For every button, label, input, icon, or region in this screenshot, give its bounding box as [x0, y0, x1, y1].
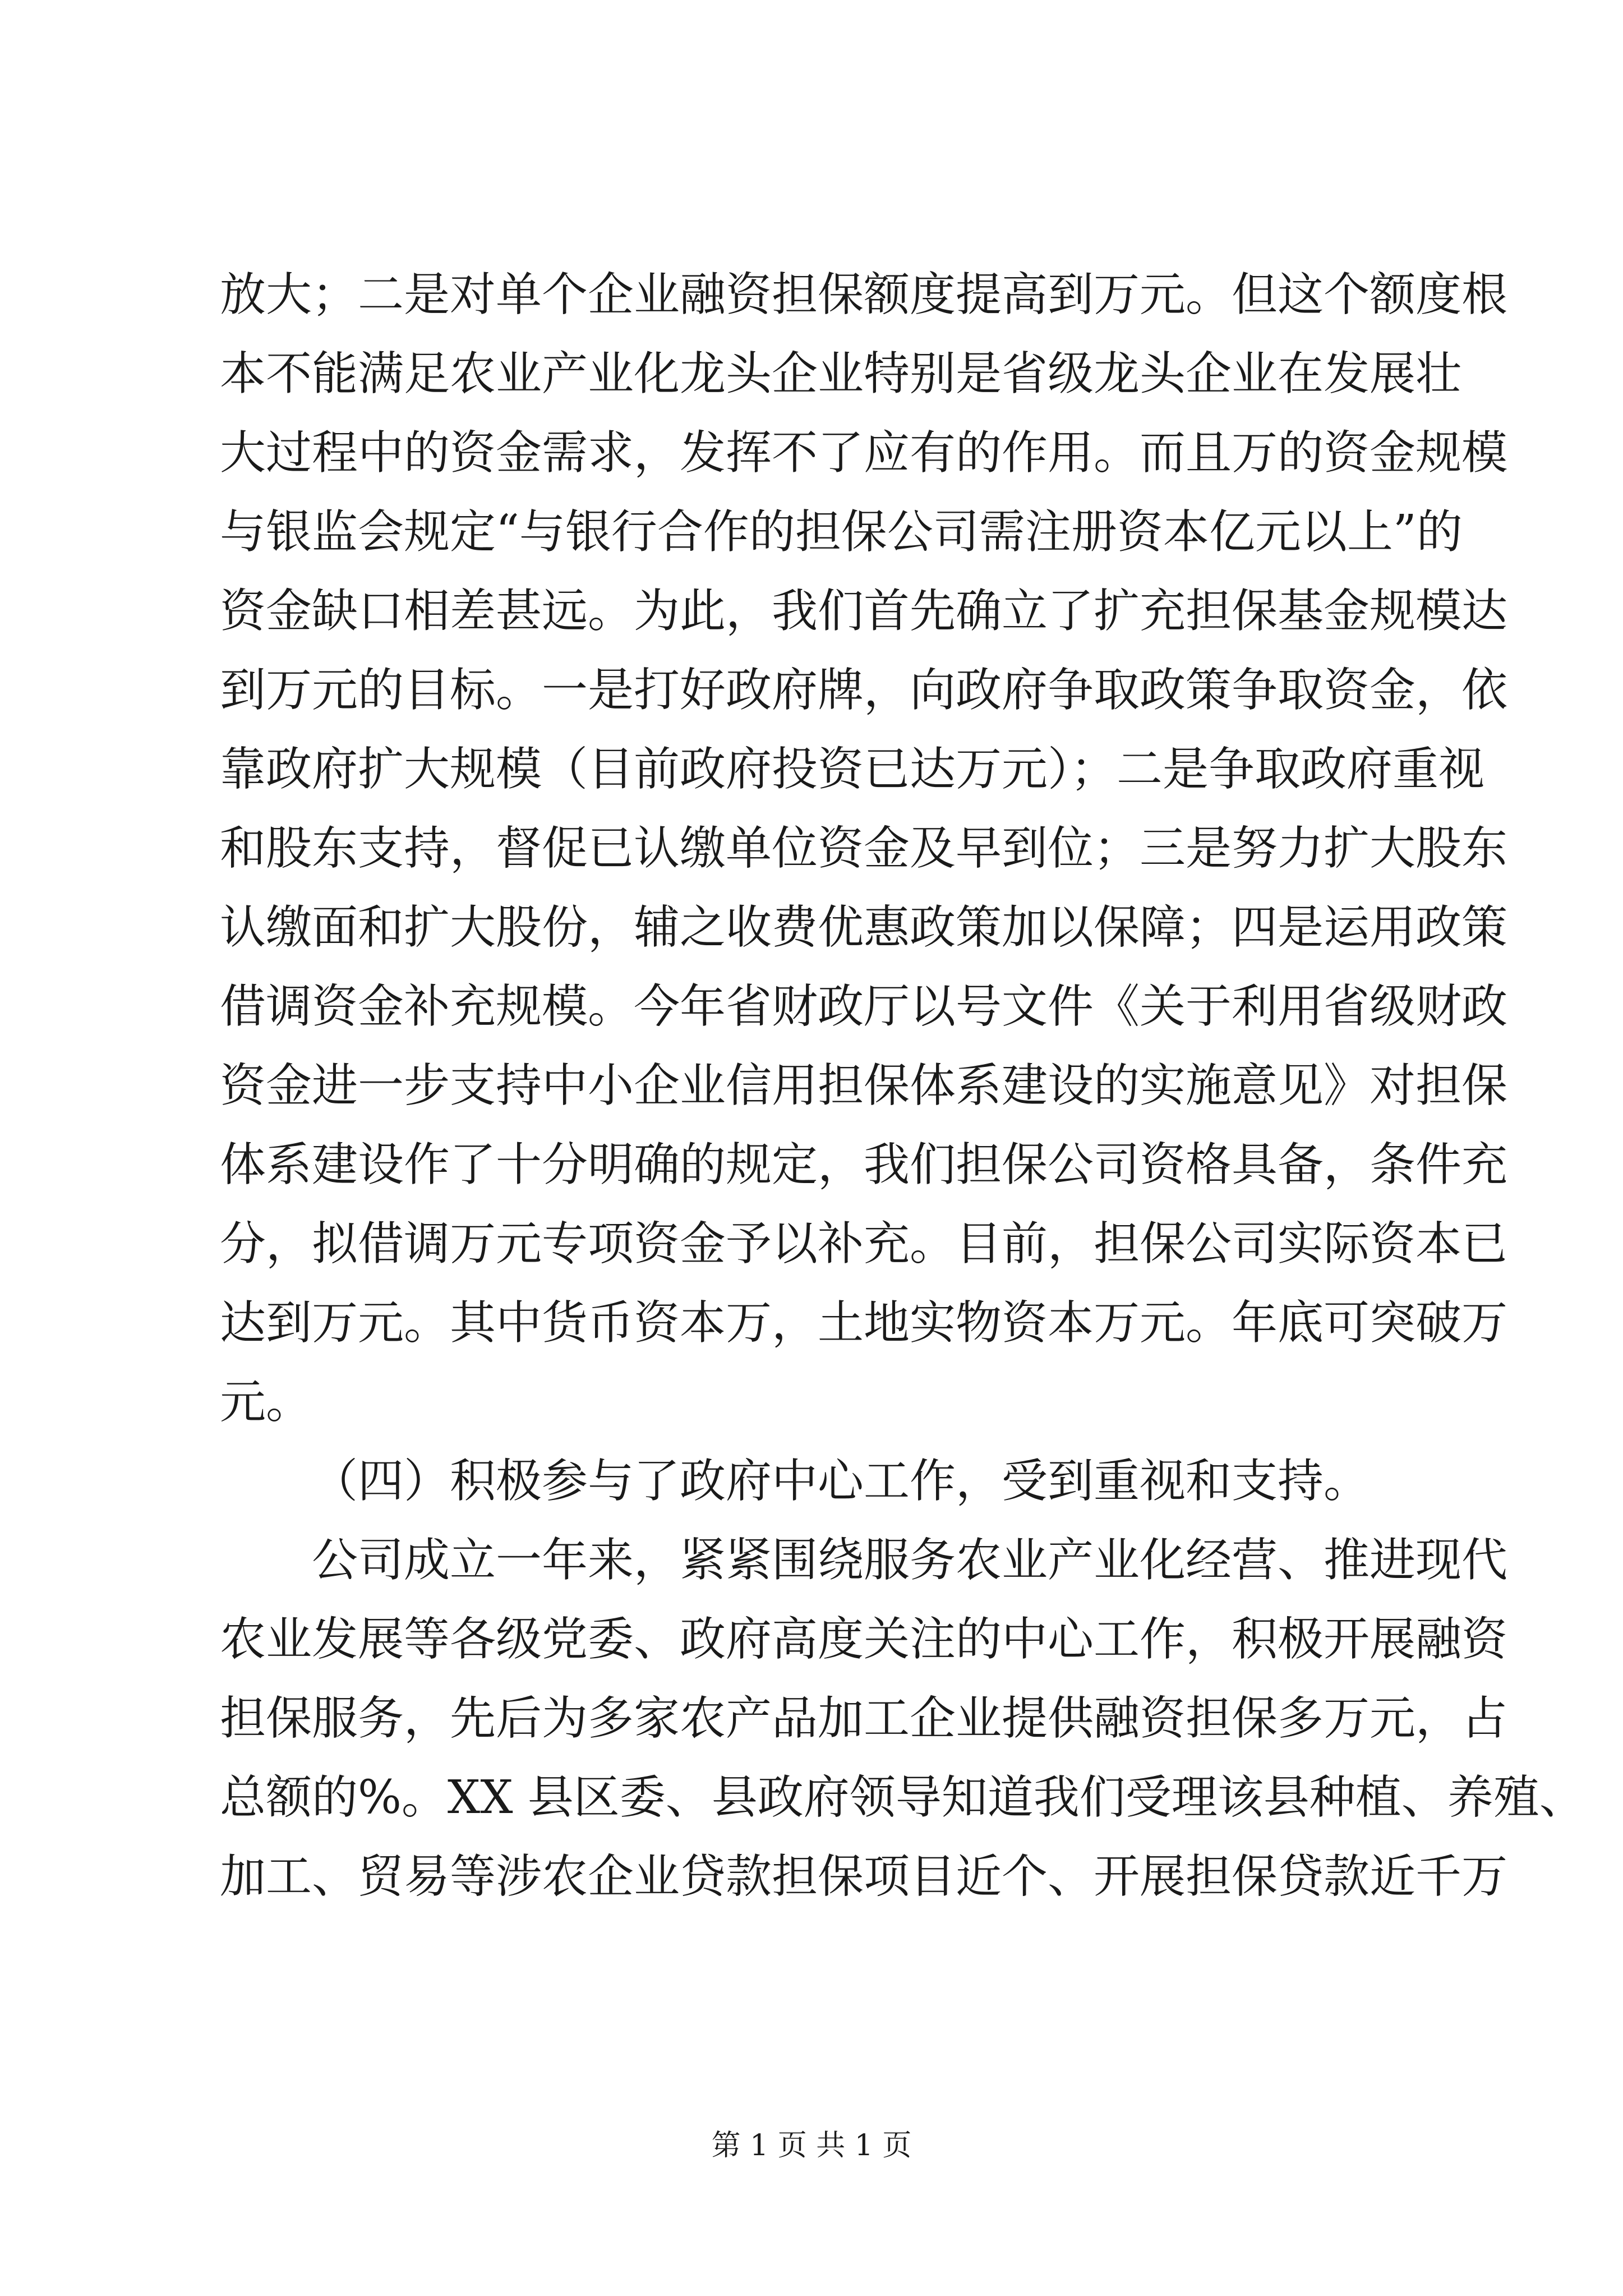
- text-line: 元。: [220, 1375, 312, 1429]
- text-line: 放大；二是对单个企业融资担保额度提高到万元。但这个额度根: [220, 268, 1508, 321]
- text-line: 和股东支持，督促已认缴单位资金及早到位；三是努力扩大股东: [220, 822, 1508, 875]
- document-body: [220, 255, 1585, 1916]
- paragraph-first-line: 公司成立一年来，紧紧围绕服务农业产业化经营、推进现代: [312, 1534, 1508, 1587]
- section-heading: （四）积极参与了政府中心工作，受到重视和支持。: [312, 1455, 1370, 1508]
- text-line: 加工、贸易等涉农企业贷款担保项目近个、开展担保贷款近千万: [220, 1850, 1508, 1903]
- text-line: 体系建设作了十分明确的规定，我们担保公司资格具备，条件充: [220, 1138, 1508, 1191]
- text-line: 借调资金补充规模。今年省财政厅以号文件《关于利用省级财政: [220, 980, 1508, 1033]
- text-line: 资金进一步支持中小企业信用担保体系建设的实施意见》对担保: [220, 1059, 1508, 1112]
- text-line: 分，拟借调万元专项资金予以补充。目前，担保公司实际资本已: [220, 1217, 1508, 1271]
- text-line: 本不能满足农业产业化龙头企业特别是省级龙头企业在发展壮: [220, 347, 1462, 401]
- text-line: 农业发展等各级党委、政府高度关注的中心工作，积极开展融资: [220, 1613, 1508, 1666]
- text-line: 担保服务，先后为多家农产品加工企业提供融资担保多万元，占: [220, 1692, 1508, 1745]
- text-line: 总额的%。XX 县区委、县政府领导知道我们受理该县种植、养殖、: [220, 1771, 1585, 1824]
- text-line: 靠政府扩大规模（目前政府投资已达万元）；二是争取政府重视: [220, 743, 1485, 796]
- page-number-footer: 第 1 页 共 1 页: [711, 2129, 912, 2162]
- text-line: 达到万元。其中货币资本万，土地实物资本万元。年底可突破万: [220, 1296, 1508, 1350]
- text-line: 认缴面和扩大股份，辅之收费优惠政策加以保障；四是运用政策: [220, 901, 1508, 954]
- text-line: 大过程中的资金需求，发挥不了应有的作用。而且万的资金规模: [220, 426, 1508, 480]
- text-line: 到万元的目标。一是打好政府牌，向政府争取政策争取资金，依: [220, 664, 1508, 717]
- text-line: 与银监会规定“与银行合作的担保公司需注册资本亿元以上”的: [220, 505, 1463, 559]
- text-line: 资金缺口相差甚远。为此，我们首先确立了扩充担保基金规模达: [220, 585, 1508, 638]
